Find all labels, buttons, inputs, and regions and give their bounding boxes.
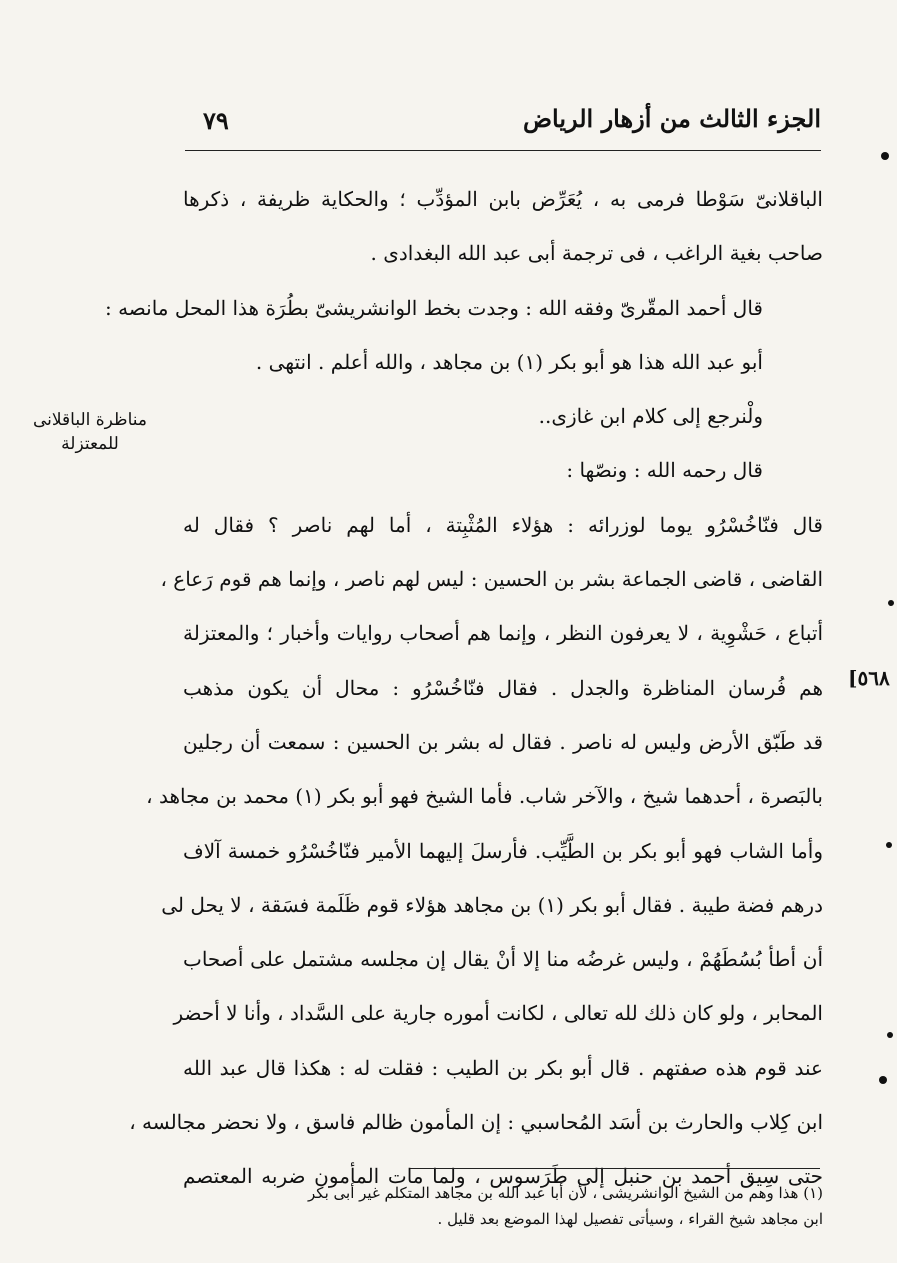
- margin-note-line-2: للمعتزلة: [61, 434, 119, 454]
- text-line: هم فُرسان المناظرة والجدل . فقال فنّاخُسْرُو : محال أن يكون مذهب: [183, 675, 823, 700]
- text-line: القاضى ، قاضى الجماعة بشر بن الحسين : ليس لهم ناصر ، وإنما هم قوم رَعاع ،: [160, 567, 823, 592]
- margin-note-line-1: مناظرة الباقلانى: [32, 410, 148, 430]
- header-title: الجزء الثالث من أزهار الرياض: [522, 104, 821, 133]
- text-line: صاحب بغية الراغب ، فى ترجمة أبى عبد الله البغدادى .: [370, 241, 823, 266]
- margin-note: [30, 408, 150, 456]
- text-line: أن أطأ بُسُطَهُمْ ، وليس غرضُه منا إلا أنْ يقال إن مجلسه مشتمل على أصحاب: [183, 947, 823, 972]
- footnote-line-1: (١) هذا وهم من الشيخ الوانشريشى ، لأن أبا عبد الله بن مجاهد المتكلم غير أبى بكر: [308, 1184, 823, 1202]
- running-header: [185, 104, 821, 144]
- scan-mark-dot: [879, 1076, 887, 1084]
- scan-mark-dot: [886, 842, 892, 848]
- footnote-rule: [410, 1168, 820, 1169]
- text-line: قال أحمد المقّرىّ وفقه الله : وجدت بخط الوانشريشىّ بطُرَة هذا المحل مانصه :: [104, 295, 763, 320]
- text-line: أبو عبد الله هذا هو أبو بكر (١) بن مجاهد ، والله أعلم . انتهى .: [255, 349, 763, 374]
- text-line: المحابر ، ولو كان ذلك لله تعالى ، لكانت أموره جارية على السَّداد ، وأنا لا أحضر: [173, 1001, 823, 1026]
- text-line: أتباع ، حَشْوِية ، لا يعرفون النظر ، وإنما هم أصحاب روايات وأخبار ؛ والمعتزلة: [183, 621, 823, 646]
- scan-mark-dot: [888, 600, 894, 606]
- margin-page-marker: ٥٦٨]: [848, 666, 890, 690]
- text-line: قال فنّاخُسْرُو يوما لوزرائه : هؤلاء المُثْبِتة ، أما لهم ناصر ؟ فقال له: [183, 512, 823, 537]
- text-line: وأما الشاب فهو أبو بكر بن الطَّيِّب. فأرسلَ إليهما الأمير فنّاخُسْرُو خمسة آلاف: [183, 838, 823, 863]
- text-line: ولْنرجع إلى كلام ابن غازى..: [538, 404, 763, 429]
- footnotes: [183, 1180, 823, 1232]
- scan-mark-dot: [887, 1032, 893, 1038]
- text-line: الباقلانىّ سَوْطا فرمى به ، يُعَرِّض بابن المؤدِّب ؛ والحكاية ظريفة ، ذكرها: [183, 187, 823, 211]
- main-text: [104, 172, 823, 1204]
- header-rule: [185, 150, 821, 151]
- text-line: درهم فضة طيبة . فقال أبو بكر (١) بن مجاهد هؤلاء قوم ظَلَمة فسَقة ، لا يحل لى: [161, 892, 823, 917]
- text-line: ابن كِلاب والحارث بن أسَد المُحاسبي : إن المأمون ظالم فاسق ، ولا نحضر مجالسه ،: [129, 1110, 823, 1135]
- page-number: ٧٩: [203, 106, 229, 135]
- text-line: حتى سِيق أحمد بن حنبل إلى طَرَسوس ، ولما مات المأمون ضربه المعتصم: [183, 1164, 823, 1189]
- text-line: بالبَصرة ، أحدهما شيخ ، والآخر شاب. فأما الشيخ فهو أبو بكر (١) محمد بن مجاهد ،: [146, 784, 823, 809]
- text-line: قد طَبّق الأرض وليس له ناصر . فقال له بشر بن الحسين : سمعت أن رجلين: [183, 729, 823, 754]
- scan-mark-dot: [881, 152, 889, 160]
- text-line: عند قوم هذه صفتهم . قال أبو بكر بن الطيب : فقلت له : هكذا قال عبد الله: [183, 1055, 823, 1080]
- footnote-line-2: ابن مجاهد شيخ القراء ، وسيأتى تفصيل لهذا الموضع بعد قليل .: [437, 1210, 823, 1228]
- text-line: قال رحمه الله : ونصّها :: [566, 458, 763, 483]
